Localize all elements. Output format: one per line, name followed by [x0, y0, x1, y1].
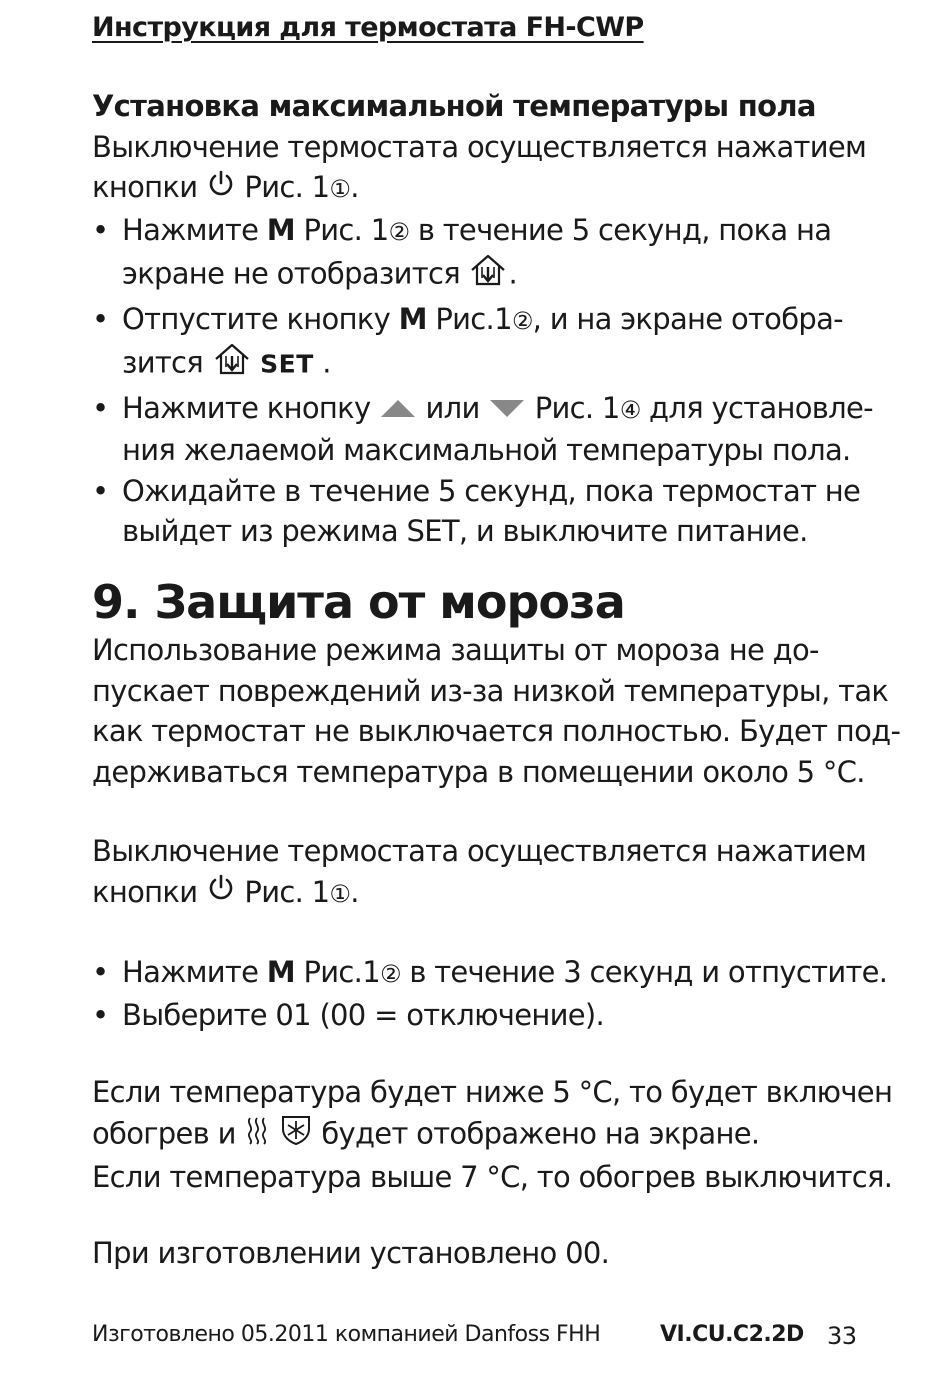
- house-arrow-down-icon: [468, 252, 508, 299]
- power-icon: [206, 873, 236, 914]
- m-button-label: M: [266, 955, 295, 989]
- bullet-item: • Нажмите M Рис. 1② в течение 5 секунд, пока на: [92, 212, 832, 247]
- section-heading: 9. Защита от мороза: [92, 575, 625, 629]
- m-button-label: M: [398, 301, 427, 336]
- document-title: Инструкция для термостата FH-CWP: [92, 12, 644, 43]
- frost-bullet-list: [92, 952, 888, 1035]
- frost-paragraph-3: Если температура будет ниже 5 °C, то будет включен обогрев и будет отображено на экране. Если температура выше 7 °C, то обогрев выключится.: [92, 1075, 893, 1194]
- page-footer: [92, 1322, 862, 1356]
- max-floor-intro-line-2: кнопки Рис. 1①.: [92, 167, 882, 210]
- bullet-item: • Нажмите M Рис.1② в течение 3 секунд и отпустите.: [92, 955, 888, 989]
- triangle-down-icon: [488, 389, 526, 430]
- footer-document-code: VI.CU.C2.2D: [660, 1322, 804, 1347]
- bullet-item-continuation: выйдет из режима SET, и выключите питание.: [122, 514, 808, 548]
- bullet-item-continuation: экране не отобразится .: [92, 252, 882, 299]
- power-icon: [206, 169, 236, 210]
- bullet-item-continuation: зится SET .: [92, 341, 882, 388]
- bullet-item: • Ожидайте в течение 5 секунд, пока термостат не: [92, 473, 861, 508]
- frost-paragraph-1: Использование режима защиты от мороза не до- пускает повреждений из-за низкой температуры, так как термостат не выключается полностью. Будет под- держиваться температура в помещении около 5 °C.: [92, 633, 901, 789]
- bullet-item: • Отпустите кнопку M Рис.1②, и на экране отобра-: [92, 301, 843, 336]
- frost-paragraph-4: При изготовлении установлено 00.: [92, 1236, 610, 1270]
- frost-shield-icon: [279, 1113, 313, 1158]
- triangle-up-icon: [379, 389, 417, 430]
- bullet-item: • Нажмите кнопку или Рис. 1④ для установле-: [92, 388, 882, 431]
- page-number: 33: [827, 1322, 857, 1350]
- frost-paragraph-2: Выключение термостата осуществляется нажатием кнопки Рис. 1①.: [92, 831, 882, 914]
- max-floor-heading: Установка максимальной температуры пола: [92, 89, 816, 123]
- set-label: SET: [260, 349, 314, 379]
- bullet-item-continuation: ния желаемой максимальной температуры пола.: [122, 433, 851, 467]
- max-floor-intro-line-1: Выключение термостата осуществляется нажатием: [92, 129, 867, 164]
- footer-manufacturer: Изготовлено 05.2011 компанией Danfoss FHH: [92, 1322, 601, 1347]
- m-button-label: M: [266, 212, 295, 247]
- heating-waves-icon: [244, 1114, 270, 1157]
- house-arrow-down-icon: [212, 341, 252, 388]
- bullet-item: • Выберите 01 (00 = отключение).: [92, 997, 605, 1032]
- max-floor-section: [92, 86, 882, 552]
